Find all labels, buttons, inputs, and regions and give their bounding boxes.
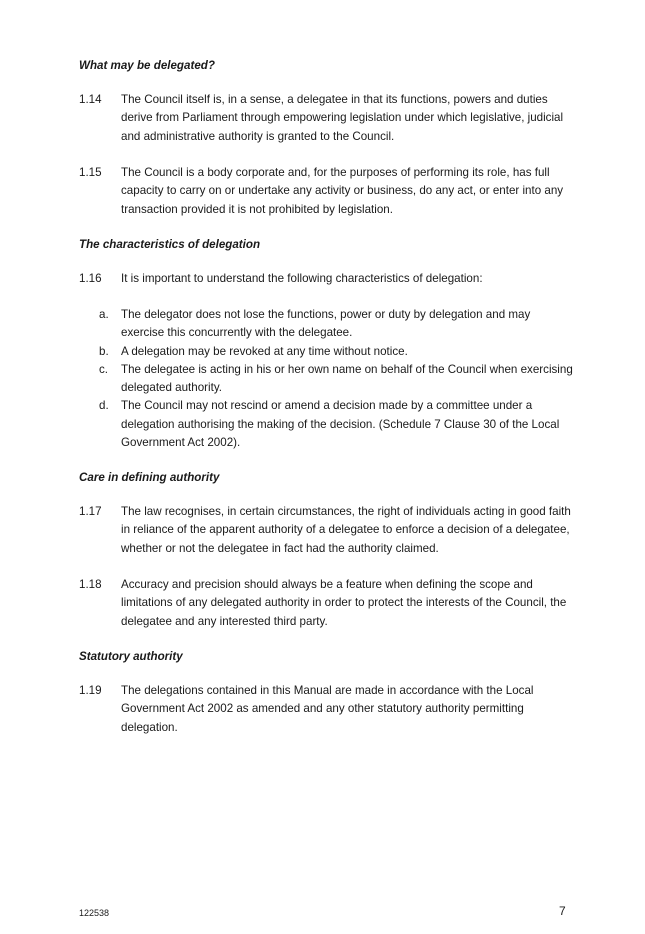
paragraph-text: The Council is a body corporate and, for the purposes of performing its role, has full capacity to carry on or undertake any activity or business, do any act, or enter into any transaction provided it is not prohibited by legislation. [121,166,564,216]
paragraph-text: The law recognises, in certain circumstances, the right of individuals acting in good faith in reliance of the apparent authority of a delegatee to enforce a decision of a delegatee, whether or not the delegatee in fact had the authority claimed. [121,505,571,555]
characteristics-list [79,306,574,452]
list-marker: c. [99,362,109,376]
paragraph-number: 1.14 [79,93,102,106]
paragraph-1-14 [79,91,574,146]
footer-document-reference: 122538 [79,908,110,918]
paragraph-text: The Council itself is, in a sense, a delegatee in that its functions, powers and duties derive from Parliament through empowering legislation under which legislative, judicial and administrative authority is granted to the Council. [121,93,564,143]
paragraph-number: 1.19 [79,684,102,697]
heading-characteristics-of-delegation: The characteristics of delegation [79,238,261,251]
paragraph-text: It is important to understand the following characteristics of delegation: [121,272,483,285]
list-item-text: The Council may not rescind or amend a decision made by a committee under a delegation authorising the making of the decision. (Schedule 7 Clause 30 of the Local Government Act 2002). [121,399,560,450]
paragraph-number: 1.17 [79,505,102,518]
paragraph-1-16 [79,270,574,288]
heading-care-in-defining-authority: Care in defining authority [79,471,220,484]
list-marker: b. [99,344,109,358]
paragraph-1-18 [79,576,574,631]
list-item-text: The delegatee is acting in his or her own name on behalf of the Council when exercising delegated authority. [121,362,573,395]
list-item [79,397,574,452]
heading-statutory-authority: Statutory authority [79,650,183,663]
paragraph-number: 1.16 [79,272,102,285]
list-item [79,306,574,343]
paragraph-1-19 [79,682,574,737]
list-item-text: A delegation may be revoked at any time without notice. [121,344,408,358]
paragraph-number: 1.15 [79,166,102,179]
list-marker: d. [99,399,109,413]
heading-what-may-be-delegated: What may be delegated? [79,59,215,72]
paragraph-1-17 [79,503,574,558]
paragraph-text: The delegations contained in this Manual are made in accordance with the Local Government Act 2002 as amended and any other statutory authority permitting delegation. [121,684,534,734]
list-item [79,343,574,361]
paragraph-number: 1.18 [79,578,102,591]
paragraph-text: Accuracy and precision should always be a feature when defining the scope and limitations of any delegated authority in order to protect the interests of the Council, the delegatee and any interested third party. [121,578,567,628]
list-marker: a. [99,308,109,321]
paragraph-1-15 [79,164,574,219]
list-item-text: The delegator does not lose the functions, power or duty by delegation and may exercise this concurrently with the delegatee. [121,308,531,340]
list-item [79,361,574,398]
footer-page-number: 7 [559,904,566,918]
